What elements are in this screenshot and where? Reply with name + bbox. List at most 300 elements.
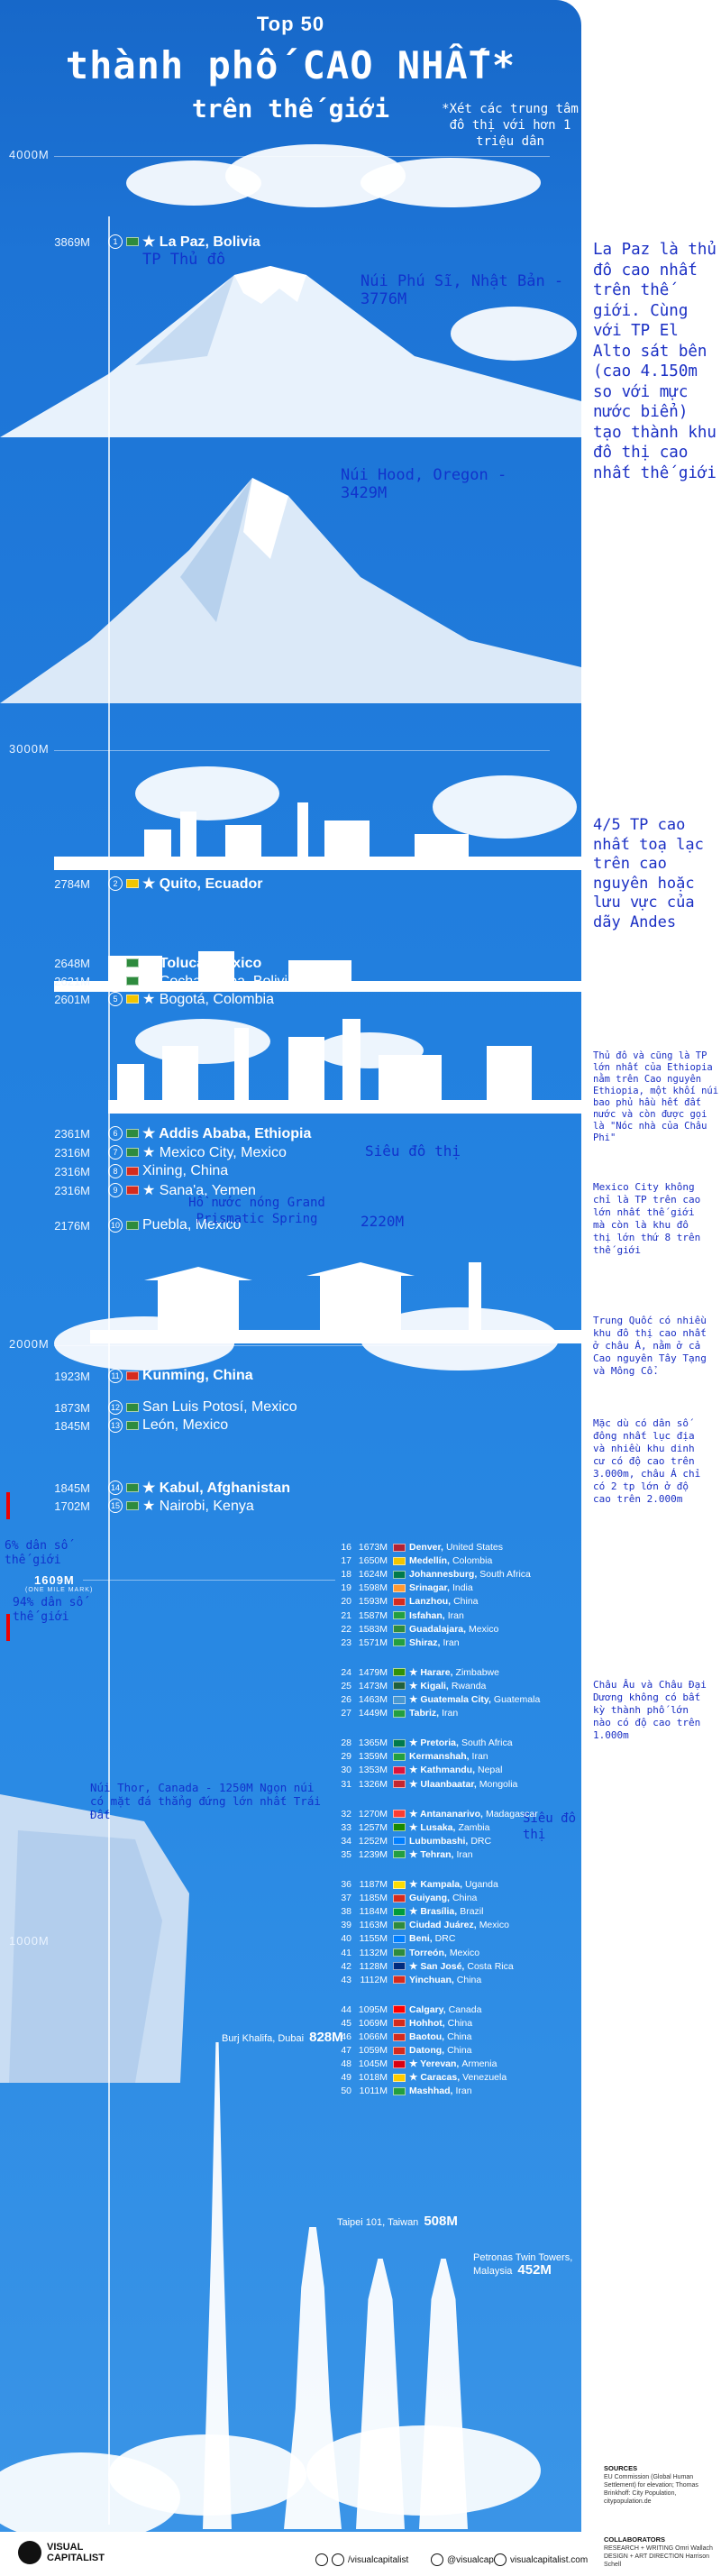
small-city-row — [335, 2031, 472, 2042]
sources-text: EU Commission (Global Human Settlement) for elevation; Thomas Brinkhoff: City Population, citypopulation.de — [604, 2474, 698, 2505]
country-flag-icon — [126, 958, 139, 967]
small-city-name: Datong, — [409, 2045, 445, 2057]
small-city-country: United States — [445, 1542, 503, 1553]
population-arrow-up — [6, 1492, 10, 1519]
small-city-country: Iran — [447, 1609, 464, 1621]
small-city-rank: 32 — [341, 1808, 351, 1820]
small-city-rank: 48 — [341, 2058, 351, 2070]
small-city-rank: 24 — [341, 1666, 351, 1678]
small-city-rank: 18 — [341, 1569, 351, 1581]
small-city-row — [335, 2072, 507, 2083]
small-city-altitude: 1270M — [358, 1808, 388, 1820]
small-city-name: ★ Kampala, — [409, 1879, 463, 1890]
small-city-name: ★ Brasília, — [409, 1906, 458, 1918]
small-city-name: Shiraz, — [409, 1636, 441, 1648]
population-above-note: 6% dân số thế giới — [5, 1539, 68, 1567]
city-altitude: 2648M — [54, 956, 90, 970]
sources-block — [604, 2464, 712, 2506]
prismatic-spring-altitude: 2220M — [360, 1213, 405, 1230]
country-flag-icon — [393, 1557, 406, 1565]
city-row — [47, 1163, 228, 1179]
small-city-country: Uganda — [465, 1879, 498, 1890]
small-city-country: Guatemala — [493, 1694, 541, 1705]
small-city-rank: 27 — [341, 1708, 351, 1719]
city-name: ★ Kabul, Afghanistan — [142, 1481, 290, 1496]
small-city-rank: 49 — [341, 2072, 351, 2084]
small-city-country: Venezuela — [462, 2072, 507, 2084]
small-city-name: Lanzhou, — [409, 1596, 452, 1608]
collaborators-label: COLLABORATORS — [604, 2535, 666, 2544]
elevation-label-2000: 2000M — [9, 1337, 50, 1351]
country-flag-icon — [126, 237, 139, 246]
city-rank: 4 — [108, 974, 123, 988]
small-city-country: China — [447, 2031, 472, 2042]
country-flag-icon — [393, 1921, 406, 1930]
small-city-rank: 25 — [341, 1680, 351, 1691]
small-city-name: ★ Guatemala City, — [409, 1694, 491, 1705]
country-flag-icon — [126, 1129, 139, 1138]
small-city-rank: 29 — [341, 1751, 351, 1763]
small-city-name: Torreón, — [409, 1947, 447, 1958]
small-city-name: Ciudad Juárez, — [409, 1920, 477, 1931]
city-name: ★ La Paz, Bolivia — [142, 234, 260, 250]
city-row — [47, 1399, 297, 1416]
country-flag-icon — [393, 1837, 406, 1845]
small-city-row — [335, 2004, 481, 2015]
small-city-row — [335, 1582, 473, 1593]
small-city-name: ★ Tehran, — [409, 1848, 454, 1860]
small-city-rank: 44 — [341, 2003, 351, 2015]
quito-skyline — [54, 793, 581, 870]
visual-capitalist-logo[interactable] — [18, 2541, 105, 2564]
instagram-icon — [431, 2553, 443, 2566]
side-note-china: Trung Quốc có nhiều khu đô thị cao nhất ở châu Á, nằm ở cả Cao nguyên Tây Tạng và Mông Cổ. — [593, 1315, 707, 1377]
side-note-mexico-city: Mexico City không chỉ là TP trên cao lớn nhất thế giới mà còn là khu đô thị lớn thứ 8 trên thế giới — [593, 1181, 701, 1256]
city-row — [47, 972, 296, 990]
city-row — [47, 875, 262, 893]
small-city-country: Iran — [442, 1708, 459, 1719]
small-city-country: Mexico — [469, 1623, 499, 1635]
small-city-altitude: 1132M — [359, 1947, 388, 1958]
city-name: ★ Mexico City, Mexico — [142, 1145, 287, 1160]
side-note-la-paz: La Paz là thủ đô cao nhất trên thế giới. Cùng với TP El Alto sát bên (cao 4.150m so với mực nước biển) tạo thành khu đô thị cao nhất thế giới — [593, 241, 716, 482]
city-row — [47, 233, 260, 251]
small-city-altitude: 1163M — [359, 1920, 388, 1931]
country-flag-icon — [393, 1962, 406, 1970]
cloud — [360, 158, 541, 207]
country-flag-icon — [126, 1403, 139, 1412]
city-name: ★ Bogotá, Colombia — [142, 992, 274, 1007]
small-city-name: ★ Kathmandu, — [409, 1765, 475, 1776]
small-city-name: Beni, — [409, 1933, 433, 1945]
small-city-row — [335, 1708, 458, 1719]
small-city-altitude: 1587M — [358, 1609, 388, 1621]
small-city-country: Iran — [471, 1751, 488, 1763]
small-city-row — [335, 1694, 540, 1705]
side-note-addis: Thủ đô và cũng là TP lớn nhất của Ethiopia nằm trên Cao nguyên Ethiopia, một khối núi bao phủ hầu hết đất nước và còn được gọi là "Nóc nhà của Châu Phi" — [593, 1050, 719, 1143]
small-city-country: Costa Rica — [467, 1960, 514, 1972]
small-city-country: Rwanda — [451, 1680, 487, 1691]
small-city-country: Iran — [455, 2086, 472, 2097]
small-city-country: China — [447, 2017, 473, 2029]
country-flag-icon — [126, 1371, 139, 1380]
small-city-altitude: 1257M — [358, 1821, 388, 1833]
small-city-country: China — [456, 1974, 482, 1985]
small-city-row — [335, 2086, 472, 2096]
country-flag-icon — [393, 1584, 406, 1592]
burj-khalifa-label — [222, 2030, 343, 2045]
small-city-name: ★ Caracas, — [409, 2072, 461, 2084]
small-city-country: South Africa — [479, 1569, 531, 1581]
country-flag-icon — [126, 995, 139, 1004]
small-city-row — [335, 1906, 483, 1917]
small-city-altitude: 1239M — [358, 1848, 388, 1860]
city-rank: 15 — [108, 1499, 123, 1513]
city-rank: 7 — [108, 1145, 123, 1160]
country-flag-icon — [393, 2087, 406, 2095]
city-altitude: 1845M — [54, 1418, 90, 1433]
country-flag-icon — [393, 1668, 406, 1676]
logo-mark-icon — [18, 2541, 41, 2564]
country-flag-icon — [393, 1894, 406, 1902]
small-city-row — [335, 1975, 481, 1985]
small-city-rank: 46 — [341, 2031, 351, 2042]
social-handle-facebook: /visualcapitalist — [348, 2554, 409, 2565]
country-flag-icon — [393, 1850, 406, 1858]
social-website[interactable] — [494, 2553, 588, 2566]
country-flag-icon — [126, 1221, 139, 1230]
small-city-altitude: 1449M — [358, 1708, 388, 1719]
country-flag-icon — [126, 1421, 139, 1430]
small-city-rank: 37 — [341, 1893, 351, 1904]
petronas-label — [473, 2251, 581, 2278]
petronas-tower-right — [419, 2259, 468, 2529]
city-altitude: 2176M — [54, 1218, 90, 1233]
city-rank: 9 — [108, 1183, 123, 1197]
city-altitude: 2361M — [54, 1126, 90, 1141]
city-altitude: 3869M — [54, 234, 90, 249]
side-note-andes: 4/5 TP cao nhất toạ lạc trên cao nguyên hoặc lưu vực của dãy Andes — [593, 816, 704, 931]
mile-marker: 1609M — [34, 1573, 75, 1587]
small-city-country: Mongolia — [479, 1778, 518, 1790]
city-name: ★ Cochabamba, Bolivia — [142, 974, 296, 989]
side-note-asia: Mặc dù có dân số đông nhất lục địa và nhiều khu dinh cư có độ cao trên 3.000m, châu Á chỉ có 2 tp lớn ở độ cao trên 2.000m — [593, 1417, 701, 1505]
country-flag-icon — [393, 1908, 406, 1916]
small-city-altitude: 1252M — [358, 1835, 388, 1847]
mount-fuji-illustration — [0, 221, 581, 437]
small-city-altitude: 1624M — [358, 1569, 388, 1581]
city-rank: 2 — [108, 876, 123, 891]
city-row — [47, 1143, 287, 1161]
small-city-country: Iran — [456, 1848, 473, 1860]
city-name: ★ Nairobi, Kenya — [142, 1499, 254, 1514]
small-city-altitude: 1045M — [358, 2058, 388, 2070]
country-flag-icon — [393, 2060, 406, 2068]
small-city-name: Baotou, — [409, 2031, 445, 2042]
page-title: thành phố CAO NHẤT* — [65, 43, 516, 87]
sources-label: SOURCES — [604, 2464, 638, 2472]
country-flag-icon — [393, 1766, 406, 1774]
website-url: visualcapitalist.com — [510, 2554, 589, 2565]
small-city-name: Yinchuan, — [409, 1974, 454, 1985]
small-city-altitude: 1365M — [358, 1737, 388, 1749]
twitter-icon — [332, 2553, 344, 2566]
small-city-altitude: 1326M — [358, 1778, 388, 1790]
city-row — [47, 1368, 253, 1384]
cloud — [0, 2452, 180, 2543]
social-facebook-twitter[interactable] — [315, 2553, 408, 2566]
small-city-rank: 35 — [341, 1848, 351, 1860]
small-city-name: ★ Ulaanbaatar, — [409, 1778, 477, 1790]
small-city-row — [335, 1933, 455, 1944]
country-flag-icon — [393, 1935, 406, 1943]
city-row — [47, 990, 274, 1008]
small-city-row — [335, 1879, 498, 1890]
country-flag-icon — [393, 2033, 406, 2041]
small-city-country: Zambia — [458, 1821, 490, 1833]
small-city-name: Tabriz, — [409, 1708, 440, 1719]
elevation-label-4000: 4000M — [9, 148, 50, 161]
petronas-height: 452M — [517, 2262, 552, 2278]
country-flag-icon — [126, 976, 139, 985]
small-city-row — [335, 1961, 514, 1972]
city-altitude: 1923M — [54, 1369, 90, 1383]
country-flag-icon — [393, 1753, 406, 1761]
small-city-altitude: 1155M — [359, 1933, 388, 1945]
small-city-name: Denver, — [409, 1542, 443, 1553]
small-city-country: Armenia — [461, 2058, 497, 2070]
small-city-row — [335, 1737, 513, 1748]
burj-khalifa-tower — [203, 2042, 232, 2529]
small-city-altitude: 1059M — [358, 2045, 388, 2057]
small-city-name: ★ Lusaka, — [409, 1821, 456, 1833]
small-city-row — [335, 1765, 502, 1775]
taipei-101-tower — [284, 2227, 342, 2529]
mile-marker-line — [83, 1580, 335, 1581]
small-city-rank: 33 — [341, 1821, 351, 1833]
city-name: Xining, China — [142, 1163, 229, 1178]
city-altitude: 1702M — [54, 1499, 90, 1513]
small-city-name: ★ Harare, — [409, 1666, 453, 1678]
mount-thor-label: Núi Thor, Canada - 1250M Ngọn núi có mặt đá thẳng đứng lớn nhất Trái Đất — [90, 1781, 321, 1821]
small-city-rank: 22 — [341, 1623, 351, 1635]
small-city-rank: 47 — [341, 2045, 351, 2057]
city-row — [47, 1497, 254, 1515]
small-city-country: Mexico — [479, 1920, 509, 1931]
small-city-row — [335, 1681, 486, 1691]
small-city-altitude: 1463M — [358, 1694, 388, 1705]
city-name: ★ Addis Ababa, Ethiopia — [142, 1126, 312, 1141]
city-altitude: 2784M — [54, 876, 90, 891]
small-city-country: China — [452, 1893, 478, 1904]
city-row — [47, 954, 261, 972]
country-flag-icon — [126, 1501, 139, 1510]
city-altitude: 2316M — [54, 1145, 90, 1160]
small-city-country: DRC — [470, 1835, 492, 1847]
small-city-altitude: 1011M — [359, 2086, 388, 2097]
small-city-country: China — [447, 2045, 472, 2057]
small-city-altitude: 1673M — [358, 1542, 388, 1553]
country-flag-icon — [126, 1186, 139, 1195]
small-city-country: South Africa — [461, 1737, 513, 1749]
small-city-row — [335, 1637, 460, 1648]
small-city-rank: 26 — [341, 1694, 351, 1705]
small-city-name: ★ San José, — [409, 1960, 465, 1972]
small-city-rank: 28 — [341, 1737, 351, 1749]
small-city-rank: 17 — [341, 1555, 351, 1567]
city-rank: 14 — [108, 1481, 123, 1495]
small-city-name: Medellín, — [409, 1555, 450, 1567]
la-paz-capital-note: TP Thủ đô — [142, 251, 226, 269]
small-city-row — [335, 1624, 498, 1635]
small-city-rank: 42 — [341, 1960, 351, 1972]
small-city-rank: 36 — [341, 1879, 351, 1890]
city-name: San Luis Potosí, Mexico — [142, 1399, 297, 1415]
small-city-name: Guadalajara, — [409, 1623, 467, 1635]
small-city-altitude: 1112M — [360, 1974, 388, 1985]
small-city-row — [335, 1667, 499, 1678]
elevation-gridline — [54, 156, 550, 157]
small-city-rank: 31 — [341, 1778, 351, 1790]
city-rank: 1 — [108, 234, 123, 249]
small-city-altitude: 1479M — [358, 1666, 388, 1678]
small-city-altitude: 1583M — [358, 1623, 388, 1635]
city-altitude: 2621M — [54, 974, 90, 988]
small-city-row — [335, 1569, 531, 1580]
small-city-altitude: 1473M — [358, 1680, 388, 1691]
logo-text — [47, 2542, 105, 2563]
small-city-rank: 20 — [341, 1596, 351, 1608]
small-city-rank: 23 — [341, 1636, 351, 1648]
taipei-101-label — [337, 2214, 458, 2229]
small-city-altitude: 1095M — [358, 2003, 388, 2015]
small-city-altitude: 1353M — [358, 1765, 388, 1776]
small-city-row — [335, 1596, 479, 1607]
country-flag-icon — [393, 1598, 406, 1606]
country-flag-icon — [393, 1881, 406, 1889]
small-city-name: ★ Pretoria, — [409, 1737, 459, 1749]
country-flag-icon — [393, 2019, 406, 2027]
social-handle-instagram: @visualcap — [447, 2554, 494, 2565]
small-city-rank: 16 — [341, 1542, 351, 1553]
small-city-altitude: 1593M — [358, 1596, 388, 1608]
city-row — [47, 1417, 228, 1434]
city-rank: 12 — [108, 1400, 123, 1415]
country-flag-icon — [393, 2005, 406, 2013]
small-city-name: Isfahan, — [409, 1609, 445, 1621]
small-city-altitude: 1598M — [358, 1582, 388, 1594]
country-flag-icon — [126, 1148, 139, 1157]
small-city-rank: 40 — [341, 1933, 351, 1945]
elevation-label-3000: 3000M — [9, 742, 50, 756]
small-city-country: Canada — [448, 2003, 482, 2015]
title-top-label: Top 50 — [256, 13, 325, 35]
city-rank: 10 — [108, 1218, 123, 1233]
small-city-row — [335, 1920, 509, 1930]
small-city-name: Srinagar, — [409, 1582, 450, 1594]
small-city-name: ★ Antananarivo, — [409, 1808, 483, 1820]
collaborator-research: RESEARCH + WRITING Omri Wallach — [604, 2545, 713, 2552]
small-city-row — [335, 2045, 472, 2056]
country-flag-icon — [393, 1544, 406, 1552]
small-city-rank: 38 — [341, 1906, 351, 1918]
hood-label: Núi Hood, Oregon - 3429M — [341, 466, 507, 502]
city-name: León, Mexico — [142, 1417, 229, 1433]
facebook-icon — [315, 2553, 328, 2566]
small-city-country: Zimbabwe — [455, 1666, 499, 1678]
country-flag-icon — [393, 1571, 406, 1579]
collaborators-block — [604, 2535, 716, 2569]
city-altitude: 2316M — [54, 1164, 90, 1178]
small-city-row — [335, 1849, 473, 1860]
small-city-rank: 30 — [341, 1765, 351, 1776]
small-city-altitude: 1128M — [359, 1960, 388, 1972]
city-name: Puebla, Mexico — [142, 1217, 242, 1233]
small-city-altitude: 1018M — [358, 2072, 388, 2084]
mile-marker-sub: (ONE MILE MARK) — [25, 1587, 94, 1593]
elevation-gridline — [54, 1345, 550, 1346]
small-city-rank: 34 — [341, 1835, 351, 1847]
logo-text-bottom: CAPITALIST — [47, 2553, 105, 2563]
city-name: ★ Sana'a, Yemen — [142, 1183, 256, 1198]
small-city-rank: 19 — [341, 1582, 351, 1594]
country-flag-icon — [393, 1823, 406, 1831]
small-city-country: Brazil — [460, 1906, 484, 1918]
elevation-label-1000: 1000M — [9, 1934, 50, 1948]
country-flag-icon — [393, 1780, 406, 1788]
country-flag-icon — [393, 1611, 406, 1619]
small-city-name: Mashhad, — [409, 2086, 453, 2097]
small-city-altitude: 1069M — [358, 2017, 388, 2029]
small-city-altitude: 1187M — [359, 1879, 388, 1890]
social-instagram[interactable] — [431, 2553, 494, 2566]
city-altitude: 1845M — [54, 1481, 90, 1495]
country-flag-icon — [393, 1625, 406, 1633]
country-flag-icon — [393, 1710, 406, 1718]
collaborator-design: DESIGN + ART DIRECTION Harrison Schell — [604, 2553, 710, 2568]
small-city-row — [335, 1893, 477, 1903]
small-city-country: India — [452, 1582, 473, 1594]
small-city-name: Lubumbashi, — [409, 1835, 469, 1847]
city-rank: 13 — [108, 1418, 123, 1433]
city-name: ★ Toluca, Mexico — [142, 956, 262, 971]
small-city-row — [335, 1542, 503, 1553]
small-city-altitude: 1650M — [358, 1555, 388, 1567]
kunming-skyline — [90, 1244, 581, 1343]
small-city-name: ★ Kigali, — [409, 1680, 449, 1691]
city-row — [47, 1124, 311, 1142]
tehran-megacity-note: Siêu đô thị — [523, 1811, 577, 1842]
small-city-country: Nepal — [478, 1765, 503, 1776]
small-city-row — [335, 1555, 492, 1566]
small-city-name: Hohhot, — [409, 2017, 445, 2029]
city-name: ★ Quito, Ecuador — [142, 876, 263, 892]
burj-khalifa-height: 828M — [309, 2030, 343, 2045]
country-flag-icon — [126, 1167, 139, 1176]
country-flag-icon — [393, 1976, 406, 1984]
prismatic-spring-note: Hồ nước nóng Grand Prismatic Spring — [188, 1196, 325, 1226]
small-city-row — [335, 1822, 489, 1833]
small-city-rank: 21 — [341, 1609, 351, 1621]
small-city-row — [335, 1948, 479, 1958]
small-city-row — [335, 1751, 488, 1762]
country-flag-icon — [393, 2047, 406, 2055]
small-city-altitude: 1359M — [358, 1751, 388, 1763]
small-city-rank: 50 — [341, 2086, 351, 2097]
small-city-country: Colombia — [452, 1555, 493, 1567]
small-city-country: Iran — [443, 1636, 460, 1648]
elevation-gridline — [54, 750, 550, 751]
